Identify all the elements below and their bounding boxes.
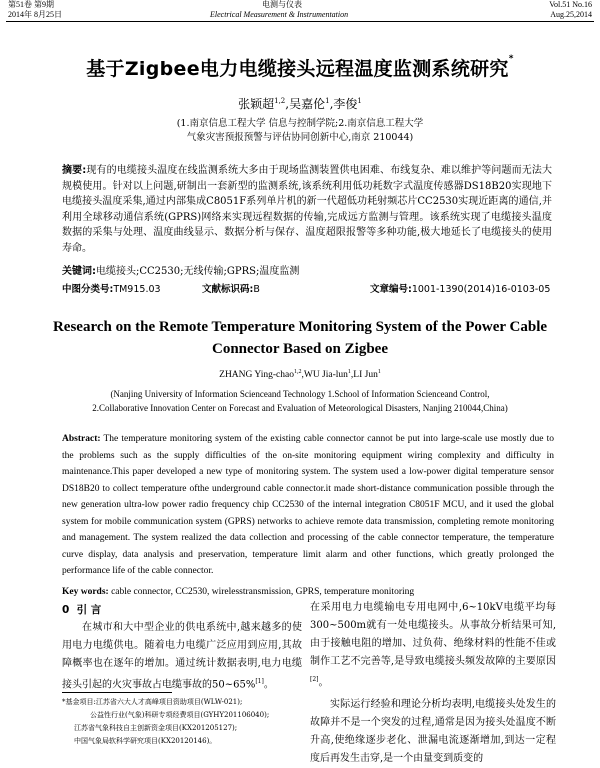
section-number: 0: [62, 604, 70, 616]
doc-label: 文献标识码:: [202, 284, 254, 295]
art-value: 1001-1390(2014)16-0103-05: [411, 284, 551, 295]
author-3-sup: 1: [357, 97, 362, 105]
page-title: [0, 54, 600, 81]
body-right-p1-ref: [2]: [310, 676, 319, 683]
issue-date-en: Aug.25,2014: [550, 10, 592, 19]
journal-volume-cn: 第51卷 第9期: [8, 0, 54, 9]
doc-value: B: [253, 284, 260, 295]
footnote-rule: [62, 692, 172, 693]
author-1-cn: 张颖超: [238, 97, 275, 111]
journal-volume-en: Vol.51 No.16: [549, 0, 592, 9]
running-header: [0, 0, 600, 20]
author-3-en: LI Jun: [353, 370, 378, 381]
authors-cn: 张颖超$^{1,2}$,吴嘉伦$^1$,李俊$^1$: [238, 97, 362, 111]
affiliation-en-line2: 2.Collaborative Innovation Center on Forecast and Evaluation of Meteorological Disasters, Nanjing 210044,China): [92, 403, 508, 413]
author-2-en-sup: 1: [347, 369, 351, 375]
author-1-sup: 1,2: [274, 97, 286, 105]
header-rule: [6, 21, 594, 22]
keywords-cn: [62, 264, 552, 280]
affiliation-en: [0, 387, 600, 415]
abstract-en-label: Abstract:: [62, 434, 101, 444]
keywords-cn-label: 关键词:: [62, 266, 96, 277]
keywords-en-text: cable connector, CC2530, wirelesstransmission, GPRS, temperature monitoring: [111, 587, 415, 597]
author-1-en-sup: 1,2: [293, 369, 302, 375]
abstract-cn: [62, 163, 552, 256]
issue-date-cn: 2014年 8月25日: [8, 10, 62, 19]
title-fund-mark: *: [508, 54, 514, 64]
author-3-cn: 李俊: [333, 97, 358, 111]
author-2-cn: 吴嘉伦: [289, 97, 326, 111]
english-title: [0, 316, 600, 360]
author-2-sup: 1: [325, 97, 330, 105]
author-1-en: ZHANG Ying-chao: [219, 370, 294, 381]
article-number: [370, 281, 550, 295]
footnote-line1: *基金项目:江苏省六大人才高峰项目资助项目(WLW-021);: [62, 698, 243, 706]
art-label: 文章编号:: [370, 284, 412, 295]
footnote-line2: 公益性行业(气象)科研专项经费项目(GYHY201106040);: [90, 711, 270, 719]
abstract-cn-label: 摘要:: [62, 165, 87, 176]
clc-label: 中图分类号:: [62, 284, 114, 295]
footnote-line4: 中国气象局软科学研究项目(KX20120146)。: [74, 737, 217, 745]
abstract-cn-text: 现有的电缆接头温度在线监测系统大多由于现场监测装置供电困难、布线复杂、难以维护等问题而无法大规模使用。针对以上问题,研制出一套新型的监测系统,该系统利用低功耗数字式温度传感器DS18B20实现地下电缆接头温度采集,通过内部集成C8051F系列单片机的新一代超低功耗射频芯片CC2530实现近距离的通信,并利用全球移动通信系统(GPRS)网络来实现远程数据的传输,完成远方监测与管理。该系统实现了电缆接头温度数据的采集与处理、温度曲线显示、数据分析与保存、温度超限报警等多种功能,极大地延长了电缆接头的使用寿命。: [62, 165, 552, 254]
clc-value: TM915.03: [113, 284, 161, 295]
body-right-paragraph-2: [310, 696, 556, 768]
body-right-p1-text: 在采用电力电缆输电专用电网中,6~10kV电缆平均每300~500m就有一处电缆接头。从事故分析结果可知,由于接触电阻的增加、过负荷、绝缘材料的性能不佳或制作工艺不完善等,是导致电缆接头频发故障的主要原因: [310, 602, 556, 667]
section-title: 引 言: [76, 604, 102, 616]
journal-name-en: Electrical Measurement & Instrumentation: [210, 10, 349, 19]
affiliation-cn: [0, 117, 600, 145]
abstract-en-text: The temperature monitoring system of the existing cable connector cannot be put into large-scale use mostly due to the problems such as the supply difficulties of the on-site monitoring equipment wiring complexity and difficulty in maintenance.This paper developed a new type of monitoring system. The system used a low-power digital temperature sensor DS18B20 to collect temperature ofthe underground cable connector.it made short-distance communication possible through the new generation ultra-low power radio frequency chip CC2530 of the internal integration C8051F MCU, and it used the global system for mobile communication system (GPRS) networks to achieve remote data transmission, completing remote monitoring and management. The system realized the data collection and processing of the cable connector temperature, the temperature curve display, data analysis and preservation, temperature limit alarm and other functions, which greatly prolonged the performance life of the cable connector.: [62, 434, 554, 576]
section-heading: [62, 602, 101, 617]
journal-name-cn: 电测与仪表: [262, 0, 302, 9]
affiliation-cn-line1: (1.南京信息工程大学 信息与控制学院;2.南京信息工程大学: [176, 118, 424, 129]
english-title-line2: Connector Based on Zigbee: [212, 341, 388, 357]
doc-code: [202, 281, 260, 295]
keywords-cn-text: 电缆接头;CC2530;无线传输;GPRS;温度监测: [96, 266, 300, 277]
body-right-column: [310, 599, 556, 768]
clc-number: [62, 281, 161, 295]
affiliation-en-line1: (Nanjing University of Information Scienceand Technology 1.School of Information Scienceand Control,: [110, 389, 490, 399]
title-cn-text: 基于Zigbee电力电缆接头远程温度监测系统研究: [86, 58, 509, 80]
author-2-en: WU Jia-lun: [303, 370, 348, 381]
body-left-text: 在城市和大中型企业的供电系统中,越来越多的使用电力电缆供电。随着电力电缆广泛应用到应用,其故障概率也在逐年的增加。通过统计数据表明,电力电缆接头引起的火灾事故占电缆事故的50~65%: [62, 622, 302, 691]
footnote: [62, 696, 302, 748]
body-right-paragraph-1: 在采用电力电缆输电专用电网中,6~10kV电缆平均每300~500m就有一处电缆接头。从事故分析结果可知,由于接触电阻的增加、过负荷、绝缘材料的性能不佳或制作工艺不完善等,是导致电缆接头频发故障的主要原因[2]。: [310, 602, 556, 689]
body-left-ref: [1]: [255, 678, 264, 685]
keywords-en: [62, 587, 554, 597]
affiliation-cn-line2: 气象灾害预报预警与评估协同创新中心,南京 210044): [186, 132, 414, 143]
classification-row: [62, 281, 552, 295]
body-right-p2-text: 实际运行经验和理论分析均表明,电缆接头处发生的故障并不是一个突发的过程,通常是因为接头处温度不断升高,使绝缘逐步老化、泄漏电流逐渐增加,到达一定程度后再发生击穿,是一个由量变到质变的: [310, 699, 556, 765]
english-title-line1: Research on the Remote Temperature Monitoring System of the Power Cable: [52, 319, 548, 335]
footnote-line3: 江苏省气象科技自主创新资金项目(KX201205127);: [74, 724, 238, 732]
keywords-en-label: Key words:: [62, 587, 109, 597]
author-3-en-sup: 1: [377, 369, 381, 375]
authors-en: ZHANG Ying-chao$^{1,2}$,WU Jia-lun$^1$,LI Jun$^1$: [219, 369, 381, 381]
abstract-en: [62, 431, 554, 580]
body-left-column: 在城市和大中型企业的供电系统中,越来越多的使用电力电缆供电。随着电力电缆广泛应用到应用,其故障概率也在逐年的增加。通过统计数据表明,电力电缆接头引起的火灾事故占电缆事故的50~65%[1]。: [62, 622, 302, 691]
